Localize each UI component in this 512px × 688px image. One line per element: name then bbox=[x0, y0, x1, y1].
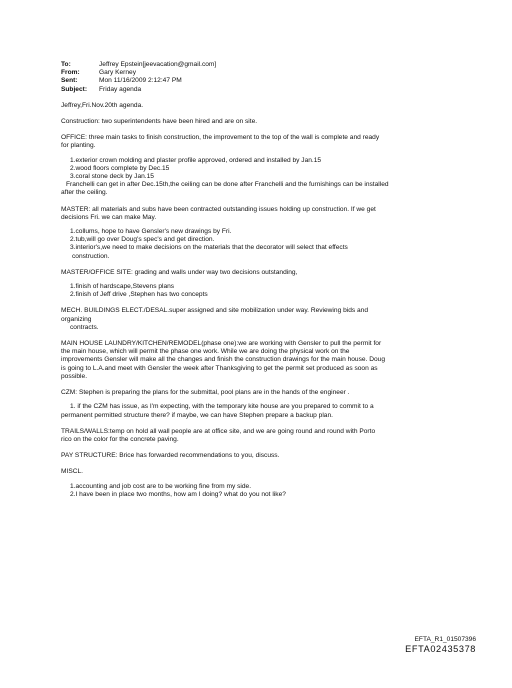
mech-line: MECH. BUILDINGS ELECT./DESAL.super assigned and site mobilization under way. Reviewing bids and bbox=[61, 307, 368, 315]
from-value: Gary Kerney bbox=[99, 69, 137, 77]
master-section bbox=[61, 206, 459, 222]
subject-label: Subject: bbox=[61, 85, 88, 93]
miscl-heading: MISCL. bbox=[61, 468, 83, 476]
email-header bbox=[61, 61, 459, 94]
list-item: 1.exterior crown molding and plaster profile approved, ordered and installed by Jan.15 bbox=[70, 156, 322, 164]
main-house-line: is going to L.A.and meet with Gensler the week after Thanksgiving to get the permit set produced as soon as bbox=[61, 364, 378, 372]
list-item: 3.coral stone deck by Jan.15 bbox=[70, 173, 154, 181]
list-item: 2.finish of Jeff drive ,Stephen has two concepts bbox=[70, 291, 208, 299]
trails-line: TRAILS/WALLS:temp on hold all wall people are at office site, and we are going round and round with Porto bbox=[61, 427, 376, 435]
office-note: Franchelli can get in after Dec.15th,the ceiling can be done after Franchelli and the furnishings can be installed bbox=[66, 181, 389, 189]
list-item: 1.finish of hardscape,Stevens plans bbox=[70, 283, 175, 291]
master-list bbox=[61, 228, 459, 261]
email-document bbox=[61, 61, 459, 499]
trails-section bbox=[61, 428, 459, 444]
main-house-line: possible. bbox=[61, 372, 88, 380]
main-house-line: the main house, which will permit the phase one work. While we are doing the physical work on the bbox=[61, 348, 350, 356]
bates-number-primary: EFTA_R1_01507396 bbox=[414, 636, 476, 643]
list-item: permanent permitted structure there? if maybe, we can have Stephen prepare a backup plan. bbox=[61, 411, 333, 419]
list-item: 2.I have been in place two months, how am I doing? what do you not like? bbox=[70, 490, 286, 498]
list-item: 1.accounting and job cost are to be working fine from my side. bbox=[70, 482, 252, 490]
mech-line: contracts. bbox=[70, 323, 99, 331]
to-label: To: bbox=[61, 61, 71, 68]
main-house-line: MAIN HOUSE LAUNDRY/KITCHEN/REMODEL(phase one):we are working with Gensler to pull the permit for bbox=[61, 340, 382, 348]
document-footer bbox=[405, 635, 476, 654]
construction-paragraph: Construction: two superintendents have been hired and are on site. bbox=[61, 118, 258, 126]
master-line: MASTER: all materials and subs have been contracted outstanding issues holding up construction. If we get bbox=[61, 205, 376, 213]
czm-list bbox=[61, 403, 459, 419]
main-house-section bbox=[61, 340, 459, 381]
from-label: From: bbox=[61, 69, 80, 77]
office-line: OFFICE: three main tasks to finish construction, the improvement to the top of the wall is complete and ready bbox=[61, 134, 380, 142]
miscl-list bbox=[61, 483, 459, 499]
office-list bbox=[61, 157, 459, 198]
bates-number-secondary: EFTA02435378 bbox=[405, 644, 476, 654]
sent-label: Sent: bbox=[61, 77, 78, 85]
master-office-site-list bbox=[61, 283, 459, 299]
list-item: 1.collums, hope to have Gensler's new drawings by Fri. bbox=[70, 228, 232, 236]
sent-value: Mon 11/16/2009 2:12:47 PM bbox=[99, 77, 182, 85]
list-item: 3.interior's,we need to make decisions on the materials that the decorator will select that effects bbox=[70, 244, 348, 252]
list-item: construction. bbox=[72, 252, 110, 260]
main-house-line: improvements Gensler will make all the changes and finish the construction drawings for the main house. Doug bbox=[61, 356, 385, 364]
office-section bbox=[61, 134, 459, 150]
subject-value: Friday agenda bbox=[99, 85, 142, 93]
office-note: after the ceiling. bbox=[61, 189, 108, 197]
greeting: Jeffrey,Fri.Nov.20th agenda. bbox=[61, 101, 144, 109]
mech-line: organizing bbox=[61, 315, 92, 323]
pay-structure-paragraph: PAY STRUCTURE: Brice has forwarded recommendations to you, discuss. bbox=[61, 452, 280, 460]
master-line: decisions Fri. we can make May. bbox=[61, 213, 157, 221]
trails-line: rico on the color for the concrete paving. bbox=[61, 435, 179, 443]
mech-section bbox=[61, 307, 459, 332]
list-item: 2.wood floors complete by Dec.15 bbox=[70, 164, 170, 172]
office-line: for planting. bbox=[61, 142, 96, 150]
list-item: 1. if the CZM has issue, as I'm expecting, with the temporary kite house are you prepared to commit to a bbox=[70, 403, 374, 411]
czm-paragraph: CZM: Stephen is preparing the plans for the submittal, pool plans are in the hands of the engineer . bbox=[61, 389, 350, 397]
to-value: Jeffrey Epstein[jeevacation@gmail.com] bbox=[99, 61, 217, 68]
list-item: 2.tub,will go over Doug's spec's and get direction. bbox=[70, 236, 215, 244]
master-office-site-paragraph: MASTER/OFFICE SITE: grading and walls under way two decisions outstanding, bbox=[61, 268, 298, 276]
